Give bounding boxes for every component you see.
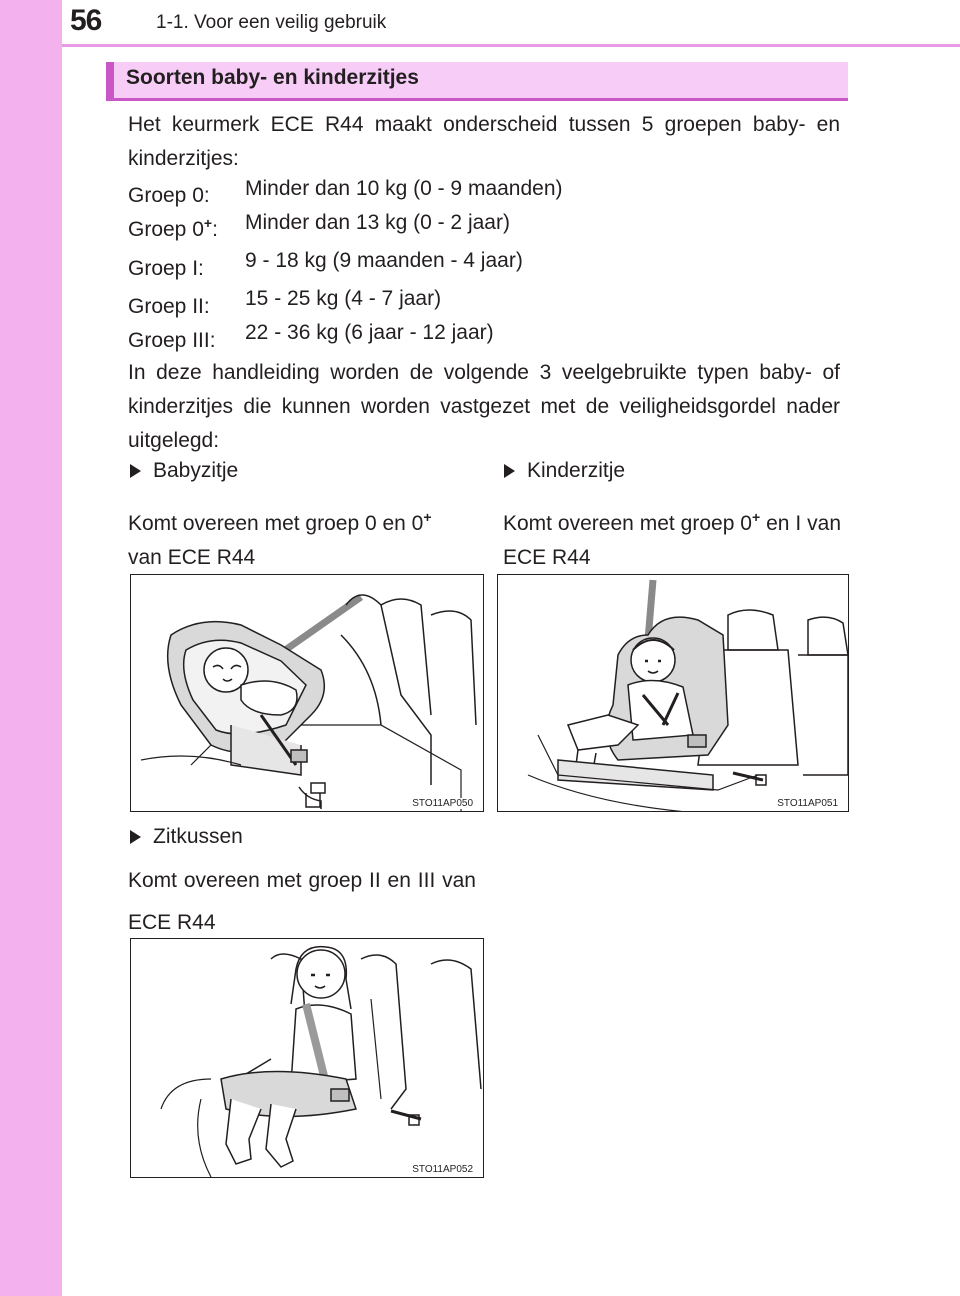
figure-code: STO11AP051 <box>777 798 838 809</box>
chapter-title: 1-1. Voor een veilig gebruik <box>156 12 387 33</box>
page-number: 56 <box>70 4 102 37</box>
seat-type-title-zitkussen: Zitkussen <box>130 822 243 852</box>
group-value: 9 - 18 kg (9 maanden - 4 jaar) <box>245 249 523 272</box>
group-value: 15 - 25 kg (4 - 7 jaar) <box>245 287 442 310</box>
baby-seat-illustration <box>131 575 484 812</box>
seat-type-desc-babyzitje: Komt overeen met groep 0 en 0+ van ECE R44 <box>128 509 432 569</box>
figure-code: STO11AP052 <box>412 1164 473 1175</box>
bullet-triangle-icon <box>130 830 141 844</box>
header-rule <box>62 44 960 47</box>
bullet-triangle-icon <box>130 464 141 478</box>
child-seat-illustration <box>498 575 849 812</box>
figure-code: STO11AP050 <box>412 798 473 809</box>
group-value: Minder dan 13 kg (0 - 2 jaar) <box>245 211 510 234</box>
figure-kinderzitje <box>497 574 849 812</box>
side-color-band <box>0 0 62 1296</box>
section-title: Soorten baby- en kinderzitjes <box>126 66 419 89</box>
group-label: Groep 0+: <box>128 215 218 241</box>
group-label: Groep 0: <box>128 184 210 207</box>
group-value: Minder dan 10 kg (0 - 9 maanden) <box>245 177 563 200</box>
seat-type-title-babyzitje: Babyzitje <box>130 456 238 486</box>
figure-zitkussen <box>130 938 484 1178</box>
booster-cushion-illustration <box>131 939 484 1178</box>
group-label: Groep III: <box>128 329 216 352</box>
group-label: Groep I: <box>128 257 204 280</box>
group-label: Groep II: <box>128 295 210 318</box>
section-header-accent <box>106 62 114 98</box>
intro-paragraph: Het keurmerk ECE R44 maakt onderscheid tussen 5 groepen baby- en kinderzitjes: <box>128 113 840 170</box>
seat-type-desc-kinderzitje: Komt overeen met groep 0+ en I van ECE R44 <box>503 509 842 569</box>
group-value: 22 - 36 kg (6 jaar - 12 jaar) <box>245 321 494 344</box>
seat-type-title-kinderzitje: Kinderzitje <box>504 456 625 486</box>
section-header-underline <box>106 98 848 101</box>
seat-type-desc-zitkussen: Komt overeen met groep II en III van ECE R44 <box>128 869 476 934</box>
outro-paragraph: In deze handleiding worden de volgende 3 veelgebruikte typen baby- of kinderzitjes die kunnen worden vastgezet met de veiligheidsgordel nader uitgelegd: <box>128 361 840 452</box>
bullet-triangle-icon <box>504 464 515 478</box>
figure-babyzitje <box>130 574 484 812</box>
